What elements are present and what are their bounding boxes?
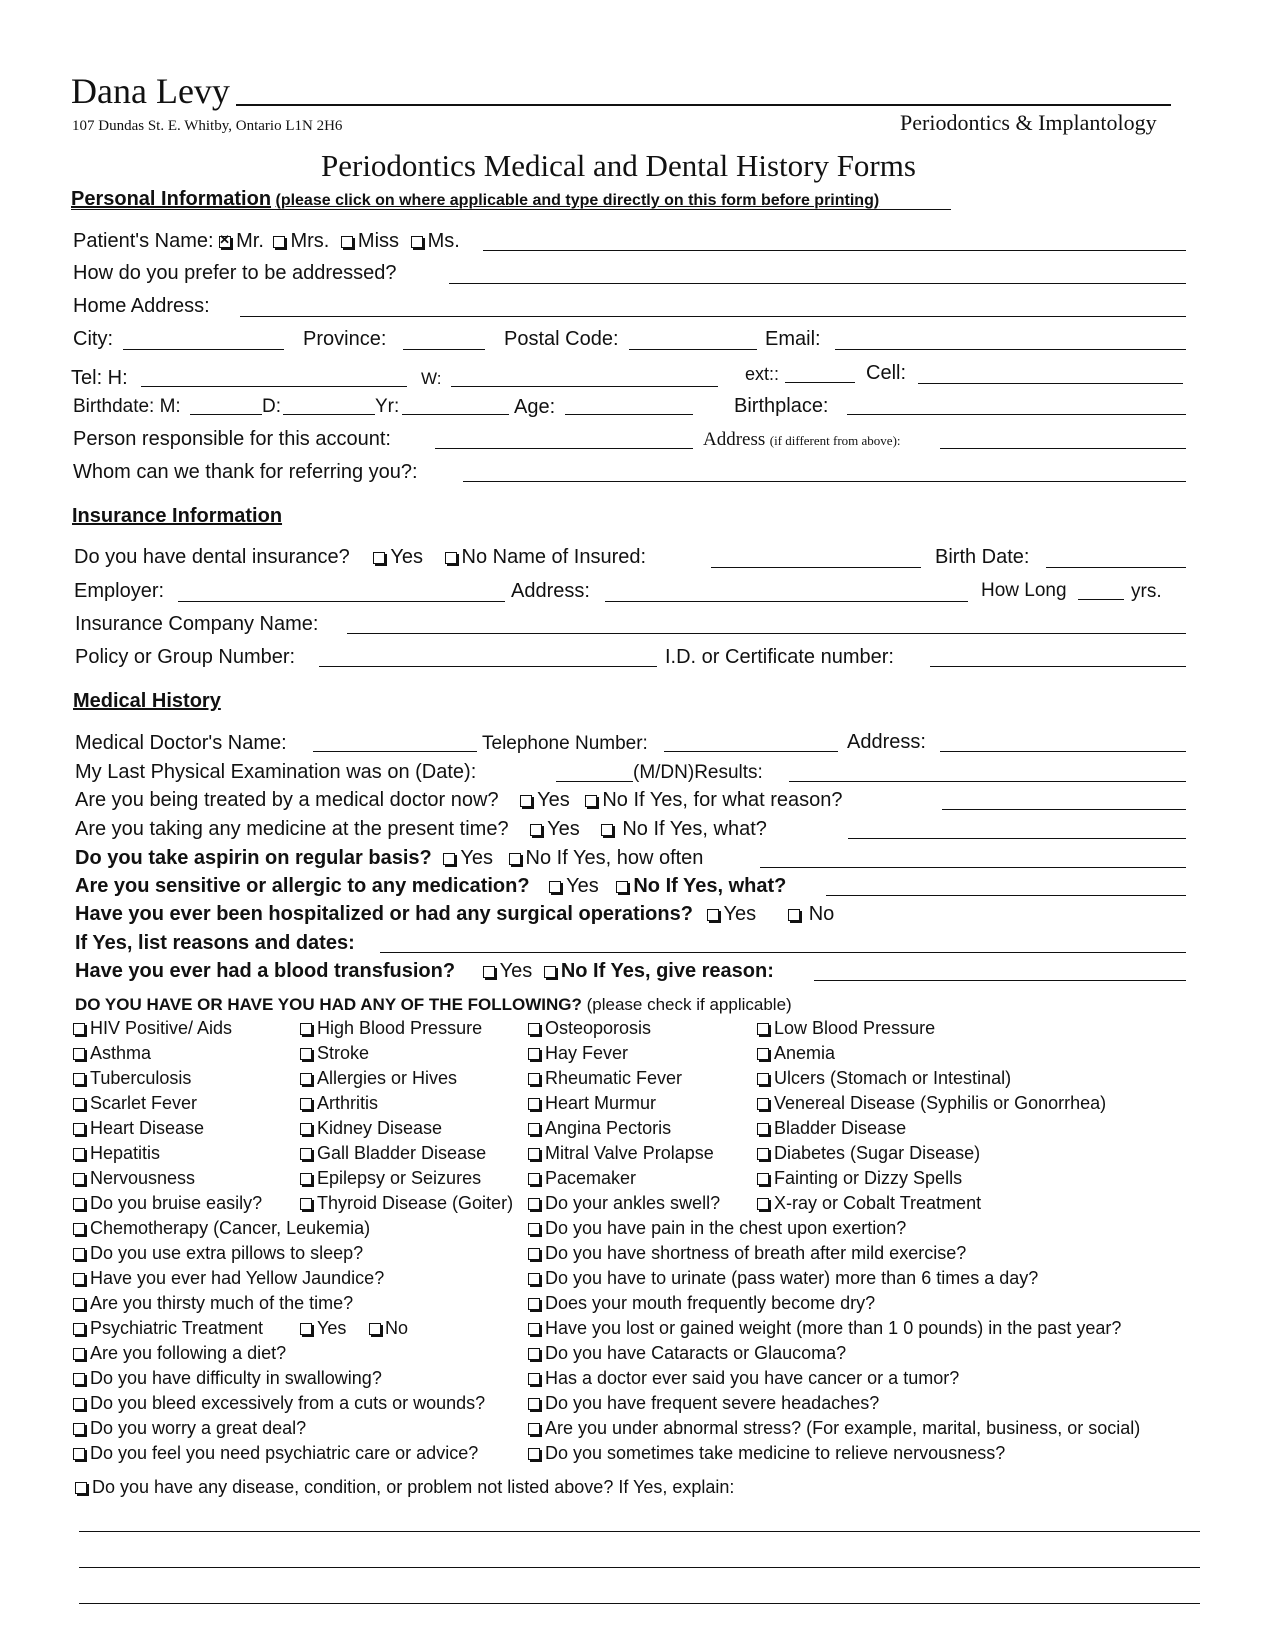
- age-label: Age:: [514, 396, 556, 418]
- condition-checkbox[interactable]: [73, 1423, 85, 1435]
- explain-line-1[interactable]: [79, 1531, 1200, 1532]
- condition-label: Ulcers (Stomach or Intestinal): [774, 1068, 1012, 1088]
- condition-label: Hepatitis: [90, 1143, 161, 1163]
- condition-question: [73, 1368, 382, 1389]
- condition-checkbox[interactable]: [528, 1048, 540, 1060]
- condition-checkbox[interactable]: [528, 1398, 540, 1410]
- condition-question: [73, 1243, 363, 1264]
- condition-label: Mitral Valve Prolapse: [545, 1143, 714, 1163]
- condition-checkbox[interactable]: [300, 1073, 312, 1085]
- allergic-row: Are you sensitive or allergic to any medication? Yes No If Yes, what?: [75, 875, 787, 897]
- condition-checkbox[interactable]: [300, 1198, 312, 1210]
- condition-checkbox[interactable]: [300, 1123, 312, 1135]
- condition-label: Diabetes (Sugar Disease): [774, 1143, 981, 1163]
- tel-home-label: Tel: H:: [71, 367, 128, 389]
- condition-checkbox[interactable]: [757, 1198, 769, 1210]
- practitioner-name: Dana Levy: [71, 71, 230, 111]
- condition-checkbox[interactable]: [73, 1073, 85, 1085]
- medicine-yes-checkbox[interactable]: [530, 824, 542, 836]
- condition-label: Angina Pectoris: [545, 1118, 672, 1138]
- birthdate-day-label: D:: [262, 396, 281, 417]
- aspirin-yes-checkbox[interactable]: [443, 853, 455, 865]
- practice-specialty: Periodontics & Implantology: [900, 110, 1157, 135]
- condition-question: [528, 1343, 846, 1364]
- condition-checkbox[interactable]: [757, 1048, 769, 1060]
- home-address-label: Home Address:: [73, 295, 210, 317]
- condition-item: [300, 1093, 378, 1114]
- age-field[interactable]: [565, 414, 693, 415]
- condition-question-label: Do you have to urinate (pass water) more than 6 times a day?: [545, 1268, 1039, 1288]
- condition-question: [528, 1318, 1121, 1339]
- insured-birth-date-label: Birth Date:: [935, 546, 1030, 568]
- transfusion-yes-checkbox[interactable]: [483, 966, 495, 978]
- treated-yes-checkbox[interactable]: [520, 795, 532, 807]
- condition-question-label: Do you feel you need psychiatric care or advice?: [90, 1443, 479, 1463]
- condition-label: Bladder Disease: [774, 1118, 907, 1138]
- condition-item: [757, 1068, 1011, 1089]
- condition-label: Rheumatic Fever: [545, 1068, 683, 1088]
- how-long-field[interactable]: [1078, 599, 1124, 600]
- condition-label: Arthritis: [317, 1093, 379, 1113]
- allergic-what-field[interactable]: [826, 895, 1186, 896]
- condition-checkbox[interactable]: [73, 1223, 85, 1235]
- condition-checkbox[interactable]: [528, 1298, 540, 1310]
- psychiatric-yes: Yes: [300, 1318, 346, 1339]
- condition-checkbox[interactable]: [73, 1273, 85, 1285]
- condition-checkbox[interactable]: [757, 1148, 769, 1160]
- condition-item: [73, 1068, 191, 1089]
- explain-line-2[interactable]: [79, 1567, 1200, 1568]
- condition-checkbox[interactable]: [73, 1098, 85, 1110]
- condition-item: [757, 1118, 906, 1139]
- cell-label: Cell:: [866, 362, 907, 384]
- condition-checkbox[interactable]: [73, 1173, 85, 1185]
- hospitalized-no-checkbox[interactable]: [788, 909, 800, 921]
- condition-checkbox[interactable]: [73, 1373, 85, 1385]
- condition-label: Do you bruise easily?: [90, 1193, 263, 1213]
- condition-question-label: Do you have frequent severe headaches?: [545, 1393, 880, 1413]
- condition-checkbox[interactable]: [528, 1223, 540, 1235]
- condition-label: Nervousness: [90, 1168, 196, 1188]
- condition-item: [757, 1043, 835, 1064]
- tel-work-field[interactable]: [451, 386, 718, 387]
- condition-question-label: Does your mouth frequently become dry?: [545, 1293, 876, 1313]
- condition-label: Stroke: [317, 1043, 370, 1063]
- condition-item: [528, 1193, 720, 1214]
- condition-checkbox[interactable]: [73, 1398, 85, 1410]
- condition-label: Tuberculosis: [90, 1068, 192, 1088]
- condition-item: [300, 1043, 369, 1064]
- addressed-label: How do you prefer to be addressed?: [73, 262, 397, 284]
- condition-question: [73, 1293, 353, 1314]
- condition-item: [73, 1118, 204, 1139]
- condition-checkbox[interactable]: [300, 1173, 312, 1185]
- condition-question-label: Do you have shortness of breath after mild exercise?: [545, 1243, 967, 1263]
- other-condition-checkbox[interactable]: [75, 1482, 87, 1494]
- insurance-company-field[interactable]: [347, 633, 1186, 634]
- condition-item: [73, 1043, 151, 1064]
- condition-label: X-ray or Cobalt Treatment: [774, 1193, 982, 1213]
- condition-question: [528, 1443, 1005, 1464]
- condition-checkbox[interactable]: [528, 1273, 540, 1285]
- condition-item: [73, 1143, 160, 1164]
- email-field[interactable]: [835, 349, 1186, 350]
- title-ms-checkbox[interactable]: [411, 236, 423, 248]
- condition-item: [73, 1093, 197, 1114]
- condition-checkbox[interactable]: [528, 1073, 540, 1085]
- responsible-field[interactable]: [435, 448, 693, 449]
- patient-name-row: Patient's Name: ✕ Mr. Mrs. Miss Ms.: [73, 230, 460, 253]
- physical-results-field[interactable]: [789, 781, 1186, 782]
- condition-item: [757, 1143, 980, 1164]
- list-reasons-field[interactable]: [380, 952, 1186, 953]
- psychiatric-yes-checkbox[interactable]: [300, 1323, 312, 1335]
- condition-question: [528, 1368, 959, 1389]
- allergic-yes-checkbox[interactable]: [549, 881, 561, 893]
- condition-label: Hay Fever: [545, 1043, 629, 1063]
- insurance-yes-checkbox[interactable]: [373, 552, 385, 564]
- condition-question: [73, 1268, 384, 1289]
- condition-item: [528, 1168, 636, 1189]
- tel-work-label: W:: [421, 369, 442, 388]
- condition-item: [528, 1068, 682, 1089]
- condition-item: [300, 1118, 442, 1139]
- condition-question-label: Do you use extra pillows to sleep?: [90, 1243, 364, 1263]
- transfusion-row: Have you ever had a blood transfusion? Yes No If Yes, give reason:: [75, 960, 774, 982]
- cell-field[interactable]: [918, 383, 1183, 384]
- condition-checkbox[interactable]: [73, 1198, 85, 1210]
- condition-checkbox[interactable]: [757, 1023, 769, 1035]
- condition-item: [73, 1168, 195, 1189]
- title-miss-checkbox[interactable]: [341, 236, 353, 248]
- psychiatric-no-checkbox[interactable]: [369, 1323, 381, 1335]
- birthdate-month-label: Birthdate: M:: [73, 396, 181, 417]
- medicine-row: Are you taking any medicine at the present time? Yes No If Yes, what?: [75, 818, 767, 840]
- dental-insurance-row: Do you have dental insurance? Yes No Name of Insured:: [74, 546, 647, 568]
- physical-exam-label: My Last Physical Examination was on (Date):: [75, 761, 477, 783]
- condition-checkbox[interactable]: [528, 1323, 540, 1335]
- condition-checkbox[interactable]: [300, 1048, 312, 1060]
- condition-question: [73, 1418, 306, 1439]
- list-reasons-label: If Yes, list reasons and dates:: [75, 932, 355, 954]
- condition-label: Asthma: [90, 1043, 152, 1063]
- condition-question: [528, 1418, 1140, 1439]
- birthdate-year-field[interactable]: [402, 414, 509, 415]
- ext-field[interactable]: [785, 382, 855, 383]
- condition-item: [528, 1018, 651, 1039]
- condition-checkbox[interactable]: [757, 1123, 769, 1135]
- condition-checkbox[interactable]: [528, 1448, 540, 1460]
- condition-checkbox[interactable]: [73, 1123, 85, 1135]
- condition-checkbox[interactable]: [757, 1173, 769, 1185]
- policy-number-field[interactable]: [319, 666, 657, 667]
- city-label: City:: [73, 328, 113, 350]
- condition-checkbox[interactable]: [300, 1023, 312, 1035]
- policy-number-label: Policy or Group Number:: [75, 646, 296, 668]
- condition-item: [73, 1018, 232, 1039]
- doctor-name-field[interactable]: [313, 751, 477, 752]
- condition-question-label: Are you thirsty much of the time?: [90, 1293, 354, 1313]
- employer-field[interactable]: [178, 601, 505, 602]
- condition-question-label: Do you have Cataracts or Glaucoma?: [545, 1343, 847, 1363]
- aspirin-row: Do you take aspirin on regular basis? Yes No If Yes, how often: [75, 847, 704, 869]
- condition-label: Osteoporosis: [545, 1018, 652, 1038]
- heading-underline: [71, 209, 951, 210]
- insured-birth-date-field[interactable]: [1046, 567, 1186, 568]
- condition-question-label: Chemotherapy (Cancer, Leukemia): [90, 1218, 371, 1238]
- practice-address: 107 Dundas St. E. Whitby, Ontario L1N 2H6: [72, 118, 343, 134]
- condition-label: Pacemaker: [545, 1168, 637, 1188]
- condition-question: [73, 1218, 370, 1239]
- condition-question-label: Do you bleed excessively from a cuts or wounds?: [90, 1393, 486, 1413]
- condition-checkbox[interactable]: [528, 1373, 540, 1385]
- condition-item: [757, 1093, 1106, 1114]
- medical-history-heading: Medical History: [73, 690, 221, 712]
- condition-label: Gall Bladder Disease: [317, 1143, 487, 1163]
- condition-item: [757, 1168, 962, 1189]
- doctor-telephone-field[interactable]: [664, 751, 838, 752]
- condition-question: [528, 1243, 966, 1264]
- birthdate-day-field[interactable]: [283, 414, 375, 415]
- condition-checkbox[interactable]: [73, 1323, 85, 1335]
- condition-item: [528, 1143, 714, 1164]
- birthdate-month-field[interactable]: [190, 414, 262, 415]
- certificate-number-label: I.D. or Certificate number:: [665, 646, 894, 668]
- birthplace-field[interactable]: [847, 414, 1186, 415]
- employer-address-label: Address:: [511, 580, 590, 602]
- condition-item: [300, 1168, 481, 1189]
- condition-checkbox[interactable]: [528, 1123, 540, 1135]
- condition-checkbox[interactable]: [528, 1198, 540, 1210]
- condition-item: [300, 1143, 486, 1164]
- condition-label: Kidney Disease: [317, 1118, 443, 1138]
- email-label: Email:: [765, 328, 821, 350]
- condition-question: [528, 1293, 875, 1314]
- condition-checkbox[interactable]: [73, 1448, 85, 1460]
- condition-item: [300, 1068, 457, 1089]
- hospitalized-row: Have you ever been hospitalized or had any surgical operations? Yes No: [75, 903, 835, 925]
- city-field[interactable]: [123, 349, 284, 350]
- insured-name-field[interactable]: [711, 567, 921, 568]
- postal-code-label: Postal Code:: [504, 328, 619, 350]
- following-heading: DO YOU HAVE OR HAVE YOU HAD ANY OF THE FOLLOWING? (please check if applicable): [75, 995, 792, 1014]
- transfusion-no-checkbox[interactable]: [544, 966, 556, 978]
- transfusion-reason-field[interactable]: [814, 980, 1186, 981]
- aspirin-how-often-field[interactable]: [760, 867, 1186, 868]
- condition-question-label: Do you sometimes take medicine to relieve nervousness?: [545, 1443, 1006, 1463]
- condition-label: Do your ankles swell?: [545, 1193, 721, 1213]
- condition-checkbox[interactable]: [73, 1023, 85, 1035]
- condition-checkbox[interactable]: [528, 1423, 540, 1435]
- condition-checkbox[interactable]: [528, 1173, 540, 1185]
- addressed-field[interactable]: [449, 283, 1186, 284]
- condition-item: [757, 1018, 935, 1039]
- condition-label: Epilepsy or Seizures: [317, 1168, 482, 1188]
- doctor-telephone-label: Telephone Number:: [482, 733, 648, 754]
- explain-line-3[interactable]: [79, 1603, 1200, 1604]
- condition-checkbox[interactable]: [73, 1048, 85, 1060]
- header-rule: [236, 104, 1171, 106]
- condition-label: Scarlet Fever: [90, 1093, 198, 1113]
- condition-item: [757, 1193, 981, 1214]
- physical-results-label: (M/DN)Results:: [633, 762, 763, 783]
- insurance-company-label: Insurance Company Name:: [75, 613, 319, 635]
- personal-info-heading: Personal Information (please click on where applicable and type directly on this form before printing): [71, 188, 880, 210]
- form-title: Periodontics Medical and Dental History Forms: [321, 148, 916, 183]
- title-mr-checkbox[interactable]: [219, 236, 231, 248]
- condition-question: [528, 1393, 879, 1414]
- province-label: Province:: [303, 328, 387, 350]
- condition-question: [528, 1268, 1038, 1289]
- condition-label: Heart Disease: [90, 1118, 205, 1138]
- condition-checkbox[interactable]: [73, 1298, 85, 1310]
- condition-item: [300, 1193, 513, 1214]
- condition-question-label: Are you following a diet?: [90, 1343, 287, 1363]
- condition-question-label: Psychiatric Treatment: [90, 1318, 264, 1338]
- title-mrs-checkbox[interactable]: [273, 236, 285, 248]
- birthdate-year-label: Yr:: [375, 396, 400, 417]
- condition-label: Heart Murmur: [545, 1093, 657, 1113]
- condition-question-label: Have you lost or gained weight (more than 1 0 pounds) in the past year?: [545, 1318, 1122, 1338]
- patient-name-field[interactable]: [483, 250, 1186, 251]
- years-label: yrs.: [1131, 581, 1162, 602]
- condition-checkbox[interactable]: [528, 1148, 540, 1160]
- treated-reason-field[interactable]: [942, 809, 1186, 810]
- employer-address-field[interactable]: [605, 601, 968, 602]
- physical-exam-date-field[interactable]: [556, 781, 633, 782]
- ext-label: ext::: [745, 364, 780, 384]
- tel-home-field[interactable]: [141, 386, 407, 387]
- condition-question-label: Do you have difficulty in swallowing?: [90, 1368, 382, 1388]
- birthplace-label: Birthplace:: [734, 395, 829, 417]
- condition-question: [73, 1393, 485, 1414]
- condition-question-label: Have you ever had Yellow Jaundice?: [90, 1268, 385, 1288]
- condition-checkbox[interactable]: [300, 1098, 312, 1110]
- responsible-label: Person responsible for this account:: [73, 428, 391, 450]
- condition-question-label: Do you worry a great deal?: [90, 1418, 307, 1438]
- treated-no-checkbox[interactable]: [585, 795, 597, 807]
- province-field[interactable]: [403, 349, 485, 350]
- how-long-label: How Long: [981, 580, 1067, 601]
- condition-checkbox[interactable]: [73, 1248, 85, 1260]
- condition-item: [528, 1043, 628, 1064]
- condition-label: Allergies or Hives: [317, 1068, 458, 1088]
- condition-question: [73, 1343, 286, 1364]
- psychiatric-no: No: [369, 1318, 408, 1339]
- condition-item: [528, 1118, 671, 1139]
- condition-checkbox[interactable]: [73, 1148, 85, 1160]
- doctor-address-field[interactable]: [940, 751, 1186, 752]
- insurance-no-checkbox[interactable]: [445, 552, 457, 564]
- postal-code-field[interactable]: [629, 349, 757, 350]
- condition-label: Thyroid Disease (Goiter): [317, 1193, 514, 1213]
- insurance-heading: Insurance Information: [72, 505, 283, 527]
- condition-label: Low Blood Pressure: [774, 1018, 936, 1038]
- home-address-field[interactable]: [240, 316, 1186, 317]
- other-condition-question: Do you have any disease, condition, or problem not listed above? If Yes, explain:: [75, 1477, 734, 1498]
- condition-question-label: Are you under abnormal stress? (For example, marital, business, or social): [545, 1418, 1141, 1438]
- treated-row: Are you being treated by a medical doctor now? Yes No If Yes, for what reason?: [75, 789, 843, 811]
- condition-checkbox[interactable]: [757, 1073, 769, 1085]
- condition-label: Fainting or Dizzy Spells: [774, 1168, 963, 1188]
- responsible-address-label: Address (if different from above):: [703, 429, 901, 450]
- allergic-no-checkbox[interactable]: [616, 881, 628, 893]
- condition-checkbox[interactable]: [300, 1148, 312, 1160]
- condition-checkbox[interactable]: [73, 1348, 85, 1360]
- condition-checkbox[interactable]: [757, 1098, 769, 1110]
- employer-label: Employer:: [74, 580, 165, 602]
- condition-label: Venereal Disease (Syphilis or Gonorrhea): [774, 1093, 1107, 1113]
- condition-item: [528, 1093, 656, 1114]
- condition-checkbox[interactable]: [528, 1098, 540, 1110]
- certificate-number-field[interactable]: [930, 666, 1186, 667]
- condition-question: [73, 1318, 263, 1339]
- hospitalized-yes-checkbox[interactable]: [707, 909, 719, 921]
- condition-question-label: Do you have pain in the chest upon exertion?: [545, 1218, 907, 1238]
- condition-checkbox[interactable]: [528, 1023, 540, 1035]
- condition-label: Anemia: [774, 1043, 836, 1063]
- condition-question: [528, 1218, 906, 1239]
- condition-question-label: Has a doctor ever said you have cancer or a tumor?: [545, 1368, 960, 1388]
- condition-label: High Blood Pressure: [317, 1018, 483, 1038]
- condition-item: [300, 1018, 482, 1039]
- medicine-what-field[interactable]: [848, 838, 1186, 839]
- medicine-no-checkbox[interactable]: [601, 824, 613, 836]
- condition-checkbox[interactable]: [528, 1248, 540, 1260]
- condition-question: [73, 1443, 478, 1464]
- referral-label: Whom can we thank for referring you?:: [73, 461, 418, 483]
- condition-label: HIV Positive/ Aids: [90, 1018, 233, 1038]
- doctor-address-label: Address:: [847, 731, 926, 753]
- referral-field[interactable]: [463, 481, 1186, 482]
- responsible-address-field[interactable]: [940, 448, 1186, 449]
- condition-item: [73, 1193, 262, 1214]
- doctor-name-label: Medical Doctor's Name:: [75, 732, 287, 754]
- condition-checkbox[interactable]: [528, 1348, 540, 1360]
- aspirin-no-checkbox[interactable]: [509, 853, 521, 865]
